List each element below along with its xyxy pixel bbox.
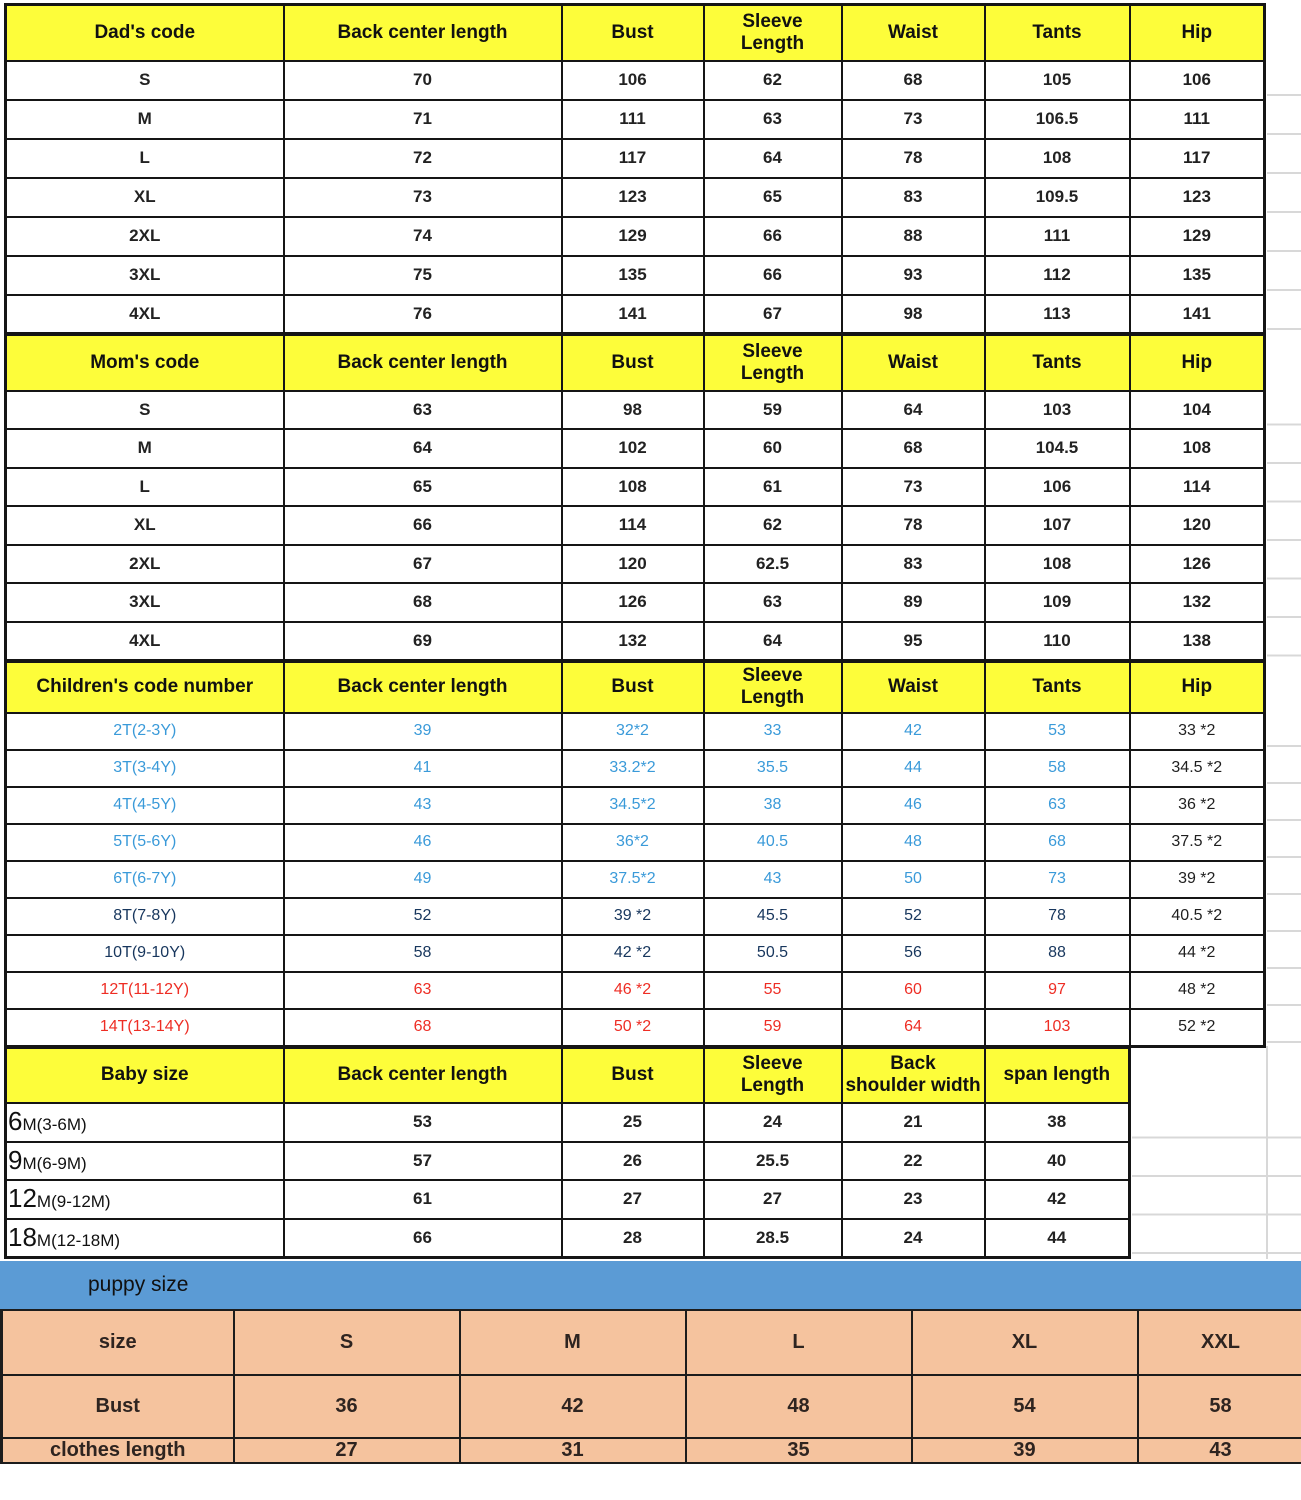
value-cell: 132 <box>562 622 704 661</box>
dad-header-row <box>6 5 1265 61</box>
value-cell: 49 <box>284 861 562 898</box>
value-cell: 105 <box>985 61 1130 100</box>
value-cell: 40 <box>985 1142 1130 1181</box>
table-row <box>6 506 1265 545</box>
column-header-waist: Waist <box>842 5 985 61</box>
value-cell: 114 <box>1130 468 1265 507</box>
puppy-row-label: Bust <box>2 1375 234 1438</box>
column-header-bust: Bust <box>562 5 704 61</box>
value-cell: 44 <box>842 750 985 787</box>
value-cell: 66 <box>704 256 842 295</box>
value-cell: 58 <box>985 750 1130 787</box>
value-cell: 63 <box>284 972 562 1009</box>
column-header-hip: Hip <box>1130 335 1265 391</box>
table-row <box>6 178 1265 217</box>
value-cell: 141 <box>562 295 704 334</box>
size-code-cell: 6T(6-7Y) <box>6 861 284 898</box>
value-cell: 35 <box>686 1438 912 1463</box>
value-cell: 53 <box>985 713 1130 750</box>
size-code-cell: S <box>6 61 284 100</box>
value-cell: 88 <box>985 935 1130 972</box>
size-code-cell: 2XL <box>6 545 284 584</box>
mom-size-table <box>4 333 1266 662</box>
value-cell: 63 <box>704 583 842 622</box>
value-cell: 55 <box>704 972 842 1009</box>
value-cell: 61 <box>704 468 842 507</box>
table-row <box>2 1438 1301 1463</box>
column-header-mom-code: Mom's code <box>6 335 284 391</box>
value-cell: 102 <box>562 429 704 468</box>
sheet-gutter <box>1266 660 1301 1048</box>
table-row <box>6 898 1265 935</box>
value-cell: 123 <box>562 178 704 217</box>
value-cell: 120 <box>1130 506 1265 545</box>
value-cell: 25 <box>562 1103 704 1142</box>
size-code-cell: 2XL <box>6 217 284 256</box>
value-cell: 68 <box>842 429 985 468</box>
size-code-cell: 5T(5-6Y) <box>6 824 284 861</box>
column-header-back-center-length: Back center length <box>284 1047 562 1103</box>
value-cell: 43 <box>1138 1438 1301 1463</box>
value-cell: 65 <box>284 468 562 507</box>
value-cell: 69 <box>284 622 562 661</box>
baby-header-row <box>6 1047 1130 1103</box>
column-header-bust: Bust <box>562 661 704 713</box>
value-cell: 108 <box>1130 429 1265 468</box>
puppy-size-banner <box>0 1261 1301 1309</box>
baby-size-section <box>0 1046 1301 1259</box>
value-cell: 43 <box>284 787 562 824</box>
value-cell: 59 <box>704 391 842 430</box>
value-cell: XL <box>912 1310 1138 1375</box>
value-cell: 66 <box>284 506 562 545</box>
table-row <box>6 1142 1130 1181</box>
value-cell: 74 <box>284 217 562 256</box>
value-cell: 104.5 <box>985 429 1130 468</box>
column-header-bust: Bust <box>562 1047 704 1103</box>
table-row <box>6 391 1265 430</box>
table-row <box>6 750 1265 787</box>
value-cell: 58 <box>284 935 562 972</box>
value-cell: 67 <box>704 295 842 334</box>
size-code-cell: L <box>6 468 284 507</box>
table-row <box>6 61 1265 100</box>
column-header-bust: Bust <box>562 335 704 391</box>
value-cell: 27 <box>562 1180 704 1219</box>
table-row <box>6 935 1265 972</box>
column-header-baby-size: Baby size <box>6 1047 284 1103</box>
sheet-gutter <box>1131 1046 1301 1259</box>
value-cell: 39 <box>284 713 562 750</box>
children-size-section <box>0 660 1301 1048</box>
value-cell: 83 <box>842 545 985 584</box>
mom-size-section <box>0 333 1301 662</box>
value-cell: 23 <box>842 1180 985 1219</box>
table-row <box>6 256 1265 295</box>
value-cell: 38 <box>704 787 842 824</box>
value-cell: 111 <box>562 100 704 139</box>
value-cell: 32*2 <box>562 713 704 750</box>
value-cell: 93 <box>842 256 985 295</box>
sheet-gutter <box>1266 333 1301 662</box>
value-cell: 39 *2 <box>562 898 704 935</box>
children-size-table <box>4 660 1266 1048</box>
value-cell: 46 *2 <box>562 972 704 1009</box>
value-cell: 104 <box>1130 391 1265 430</box>
value-cell: 27 <box>704 1180 842 1219</box>
value-cell: 52 <box>842 898 985 935</box>
value-cell: 64 <box>842 391 985 430</box>
value-cell: 67 <box>284 545 562 584</box>
value-cell: 34.5 *2 <box>1130 750 1265 787</box>
value-cell: L <box>686 1310 912 1375</box>
value-cell: 109.5 <box>985 178 1130 217</box>
value-cell: 78 <box>985 898 1130 935</box>
value-cell: 113 <box>985 295 1130 334</box>
value-cell: 42 *2 <box>562 935 704 972</box>
size-code-cell: L <box>6 139 284 178</box>
sheet-gutter <box>1266 3 1301 335</box>
value-cell: 57 <box>284 1142 562 1181</box>
value-cell: 62.5 <box>704 545 842 584</box>
value-cell: 60 <box>704 429 842 468</box>
value-cell: 36*2 <box>562 824 704 861</box>
mom-header-row <box>6 335 1265 391</box>
baby-size-table <box>4 1046 1131 1259</box>
baby-size-cell: 18M(12-18M) <box>6 1219 284 1258</box>
value-cell: 31 <box>460 1438 686 1463</box>
table-row <box>6 1180 1130 1219</box>
column-header-hip: Hip <box>1130 661 1265 713</box>
column-header-span-length: span length <box>985 1047 1130 1103</box>
value-cell: 39 *2 <box>1130 861 1265 898</box>
value-cell: 42 <box>842 713 985 750</box>
value-cell: 117 <box>1130 139 1265 178</box>
value-cell: 58 <box>1138 1375 1301 1438</box>
value-cell: 66 <box>704 217 842 256</box>
value-cell: 64 <box>284 429 562 468</box>
value-cell: 56 <box>842 935 985 972</box>
table-row <box>6 545 1265 584</box>
value-cell: 106 <box>985 468 1130 507</box>
size-code-cell: XL <box>6 506 284 545</box>
value-cell: S <box>234 1310 460 1375</box>
value-cell: 75 <box>284 256 562 295</box>
baby-size-cell: 12M(9-12M) <box>6 1180 284 1219</box>
column-header-back-center-length: Back center length <box>284 661 562 713</box>
value-cell: 108 <box>985 545 1130 584</box>
value-cell: 43 <box>704 861 842 898</box>
size-code-cell: 3XL <box>6 256 284 295</box>
value-cell: 34.5*2 <box>562 787 704 824</box>
value-cell: 24 <box>704 1103 842 1142</box>
value-cell: 73 <box>284 178 562 217</box>
value-cell: 126 <box>1130 545 1265 584</box>
value-cell: 70 <box>284 61 562 100</box>
value-cell: 73 <box>842 468 985 507</box>
value-cell: 111 <box>985 217 1130 256</box>
value-cell: 109 <box>985 583 1130 622</box>
baby-size-cell: 6M(3-6M) <box>6 1103 284 1142</box>
value-cell: 112 <box>985 256 1130 295</box>
value-cell: 37.5*2 <box>562 861 704 898</box>
size-code-cell: 12T(11-12Y) <box>6 972 284 1009</box>
value-cell: 89 <box>842 583 985 622</box>
value-cell: 95 <box>842 622 985 661</box>
value-cell: 53 <box>284 1103 562 1142</box>
size-code-cell: 3XL <box>6 583 284 622</box>
value-cell: 129 <box>562 217 704 256</box>
value-cell: 68 <box>985 824 1130 861</box>
value-cell: 106 <box>562 61 704 100</box>
column-header-sleeve-length: Sleeve Length <box>704 5 842 61</box>
size-code-cell: 4XL <box>6 622 284 661</box>
table-row <box>6 972 1265 1009</box>
value-cell: 36 <box>234 1375 460 1438</box>
value-cell: 41 <box>284 750 562 787</box>
value-cell: 138 <box>1130 622 1265 661</box>
value-cell: 25.5 <box>704 1142 842 1181</box>
column-header-children-code: Children's code number <box>6 661 284 713</box>
column-header-tants: Tants <box>985 5 1130 61</box>
column-header-sleeve-length: Sleeve Length <box>704 661 842 713</box>
column-header-back-center-length: Back center length <box>284 5 562 61</box>
value-cell: 64 <box>842 1009 985 1046</box>
value-cell: 107 <box>985 506 1130 545</box>
table-row <box>2 1310 1301 1375</box>
value-cell: 117 <box>562 139 704 178</box>
value-cell: 62 <box>704 506 842 545</box>
value-cell: 28 <box>562 1219 704 1258</box>
value-cell: 52 <box>284 898 562 935</box>
size-code-cell: 2T(2-3Y) <box>6 713 284 750</box>
value-cell: 46 <box>284 824 562 861</box>
value-cell: 35.5 <box>704 750 842 787</box>
value-cell: 64 <box>704 622 842 661</box>
size-code-cell: 4XL <box>6 295 284 334</box>
size-code-cell: M <box>6 100 284 139</box>
value-cell: 72 <box>284 139 562 178</box>
value-cell: 52 *2 <box>1130 1009 1265 1046</box>
value-cell: 83 <box>842 178 985 217</box>
value-cell: 68 <box>842 61 985 100</box>
column-header-back-shoulder-width: Back shoulder width <box>842 1047 985 1103</box>
value-cell: 37.5 *2 <box>1130 824 1265 861</box>
value-cell: 106 <box>1130 61 1265 100</box>
value-cell: 123 <box>1130 178 1265 217</box>
value-cell: 103 <box>985 391 1130 430</box>
value-cell: 33 <box>704 713 842 750</box>
value-cell: 62 <box>704 61 842 100</box>
table-row <box>6 100 1265 139</box>
size-code-cell: M <box>6 429 284 468</box>
value-cell: 64 <box>704 139 842 178</box>
value-cell: 22 <box>842 1142 985 1181</box>
value-cell: 42 <box>985 1180 1130 1219</box>
size-code-cell: 8T(7-8Y) <box>6 898 284 935</box>
table-row <box>6 713 1265 750</box>
table-row <box>6 139 1265 178</box>
column-header-sleeve-length: Sleeve Length <box>704 1047 842 1103</box>
value-cell: 73 <box>842 100 985 139</box>
table-row <box>6 1219 1130 1258</box>
value-cell: 63 <box>985 787 1130 824</box>
size-code-cell: 4T(4-5Y) <box>6 787 284 824</box>
value-cell: 135 <box>1130 256 1265 295</box>
value-cell: 61 <box>284 1180 562 1219</box>
value-cell: 141 <box>1130 295 1265 334</box>
size-code-cell: 10T(9-10Y) <box>6 935 284 972</box>
value-cell: 40.5 <box>704 824 842 861</box>
table-row <box>6 622 1265 661</box>
dad-size-table <box>4 3 1266 335</box>
table-row <box>6 429 1265 468</box>
value-cell: 68 <box>284 583 562 622</box>
value-cell: 27 <box>234 1438 460 1463</box>
value-cell: 40.5 *2 <box>1130 898 1265 935</box>
value-cell: 50.5 <box>704 935 842 972</box>
value-cell: 68 <box>284 1009 562 1046</box>
puppy-size-table <box>0 1309 1301 1464</box>
value-cell: 78 <box>842 139 985 178</box>
value-cell: 108 <box>985 139 1130 178</box>
value-cell: 33 *2 <box>1130 713 1265 750</box>
puppy-row-label: clothes length <box>2 1438 234 1463</box>
value-cell: 120 <box>562 545 704 584</box>
value-cell: M <box>460 1310 686 1375</box>
size-code-cell: XL <box>6 178 284 217</box>
value-cell: 50 <box>842 861 985 898</box>
value-cell: 48 *2 <box>1130 972 1265 1009</box>
column-header-waist: Waist <box>842 661 985 713</box>
column-header-tants: Tants <box>985 661 1130 713</box>
value-cell: 65 <box>704 178 842 217</box>
value-cell: 63 <box>704 100 842 139</box>
children-header-row <box>6 661 1265 713</box>
value-cell: 36 *2 <box>1130 787 1265 824</box>
value-cell: 71 <box>284 100 562 139</box>
size-code-cell: S <box>6 391 284 430</box>
value-cell: 42 <box>460 1375 686 1438</box>
value-cell: 129 <box>1130 217 1265 256</box>
column-header-hip: Hip <box>1130 5 1265 61</box>
column-header-tants: Tants <box>985 335 1130 391</box>
value-cell: 38 <box>985 1103 1130 1142</box>
table-row <box>6 1103 1130 1142</box>
table-row <box>6 217 1265 256</box>
value-cell: 76 <box>284 295 562 334</box>
value-cell: XXL <box>1138 1310 1301 1375</box>
value-cell: 135 <box>562 256 704 295</box>
value-cell: 60 <box>842 972 985 1009</box>
value-cell: 106.5 <box>985 100 1130 139</box>
value-cell: 108 <box>562 468 704 507</box>
column-header-waist: Waist <box>842 335 985 391</box>
value-cell: 114 <box>562 506 704 545</box>
dad-size-section <box>0 3 1301 335</box>
table-row <box>6 468 1265 507</box>
value-cell: 59 <box>704 1009 842 1046</box>
puppy-row-label: size <box>2 1310 234 1375</box>
size-code-cell: 14T(13-14Y) <box>6 1009 284 1046</box>
table-row <box>6 861 1265 898</box>
value-cell: 48 <box>686 1375 912 1438</box>
table-row <box>6 1009 1265 1046</box>
value-cell: 98 <box>562 391 704 430</box>
value-cell: 33.2*2 <box>562 750 704 787</box>
table-row <box>6 824 1265 861</box>
value-cell: 103 <box>985 1009 1130 1046</box>
value-cell: 63 <box>284 391 562 430</box>
value-cell: 78 <box>842 506 985 545</box>
column-header-dad-code: Dad's code <box>6 5 284 61</box>
value-cell: 50 *2 <box>562 1009 704 1046</box>
value-cell: 111 <box>1130 100 1265 139</box>
value-cell: 54 <box>912 1375 1138 1438</box>
value-cell: 126 <box>562 583 704 622</box>
value-cell: 66 <box>284 1219 562 1258</box>
value-cell: 44 <box>985 1219 1130 1258</box>
value-cell: 97 <box>985 972 1130 1009</box>
baby-size-cell: 9M(6-9M) <box>6 1142 284 1181</box>
puppy-size-banner-label: puppy size <box>88 1272 189 1296</box>
value-cell: 46 <box>842 787 985 824</box>
size-code-cell: 3T(3-4Y) <box>6 750 284 787</box>
value-cell: 88 <box>842 217 985 256</box>
value-cell: 110 <box>985 622 1130 661</box>
value-cell: 132 <box>1130 583 1265 622</box>
column-header-back-center-length: Back center length <box>284 335 562 391</box>
value-cell: 73 <box>985 861 1130 898</box>
value-cell: 21 <box>842 1103 985 1142</box>
value-cell: 39 <box>912 1438 1138 1463</box>
table-row <box>2 1375 1301 1438</box>
value-cell: 48 <box>842 824 985 861</box>
table-row <box>6 295 1265 334</box>
value-cell: 26 <box>562 1142 704 1181</box>
table-row <box>6 787 1265 824</box>
value-cell: 98 <box>842 295 985 334</box>
table-row <box>6 583 1265 622</box>
value-cell: 44 *2 <box>1130 935 1265 972</box>
value-cell: 24 <box>842 1219 985 1258</box>
column-header-sleeve-length: Sleeve Length <box>704 335 842 391</box>
value-cell: 45.5 <box>704 898 842 935</box>
value-cell: 28.5 <box>704 1219 842 1258</box>
